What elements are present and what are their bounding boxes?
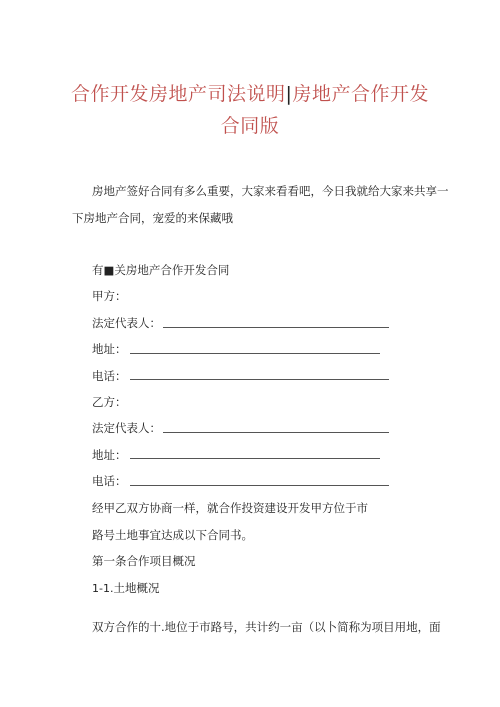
intro-line-2: 下房地产合同，宠爱的来保藏哦 [72,211,233,225]
agreement-line-1: 经甲乙双方协商一样，就合作投资建设开发甲方位于市 [92,501,368,515]
contract-heading: 有■关房地产合作开发合同 [92,263,230,277]
document-title-line-2: 合同版 [220,115,280,137]
party-b-rep-label: 法定代表人： [92,421,161,435]
title-part-2: 房地产合作开发 [292,83,429,105]
party-a-phone-label: 电话： [92,369,127,383]
article-1-heading: 第一条合作项目概况 [92,554,196,568]
party-a-phone-blank [130,379,389,380]
title-part-1: 合作开发房地产司法说明 [71,83,286,105]
party-b-rep-blank [163,432,389,433]
title-separator: | [285,83,293,105]
party-b-address-label: 地址： [92,448,127,462]
party-a-rep-label: 法定代表人： [92,316,161,330]
party-a-address-blank [130,353,380,354]
party-a-address-label: 地址： [92,342,127,356]
party-b-label: 乙方： [92,395,127,409]
subsection-title: 土地概况 [113,581,160,595]
document-title-line-1 [40,79,460,106]
party-a-label: 甲方： [92,289,127,303]
subsection-1-1 [92,580,159,596]
intro-line-1: 房地产签好合同有多么重要，大家来看看吧，今日我就给大家来共享一 [92,184,449,198]
party-b-phone-label: 电话： [92,474,127,488]
agreement-line-2: 路号土地事宜达成以下合同书。 [92,528,253,542]
party-a-rep-blank [163,327,389,328]
body-line: 双方合作的十.地位于市路号，共计约一亩（以卜简称为项目用地，面 [92,620,441,634]
party-b-address-blank [130,458,380,459]
party-b-phone-blank [130,485,389,486]
subsection-number: 1-1. [92,582,114,595]
